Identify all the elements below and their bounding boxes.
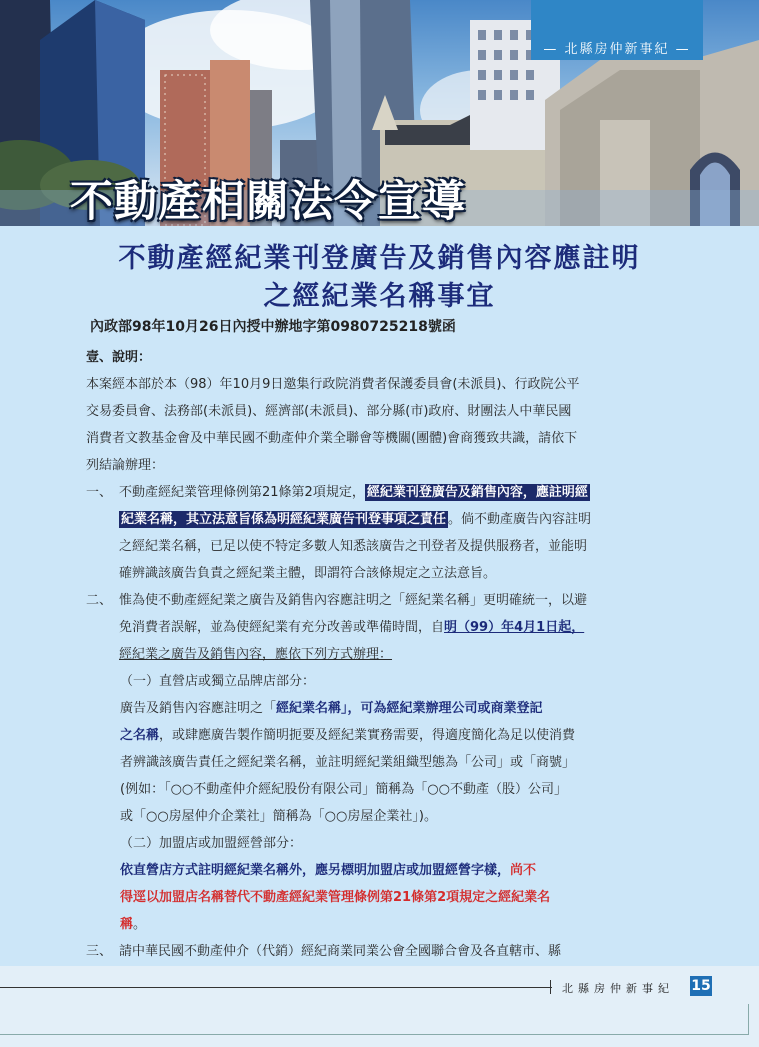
subsection-two-label: （二）加盟店或加盟經營部分： [120,836,303,851]
article-title [0,240,759,316]
sub1-bold-2: 之名稱 [120,728,160,743]
item-one-text: 不動產經紀業管理條例第21條第2項規定， [119,485,365,500]
item-one-highlight-1: 經紀業刊登廣告及銷售內容，應註明經 [366,485,588,500]
sub1-text-2: ，或肆應廣告製作簡明扼要及經紀業實務需要，得適度簡化為足以使消費 [159,728,576,743]
item-two-line-3: 經紀業之廣告及銷售內容，應依下列方式辦理： [119,647,393,662]
article-body [86,344,666,992]
item-two-line-1: 惟為使不動產經紀業之廣告及銷售內容應註明之「經紀業名稱」更明確統一，以避 [119,593,588,608]
intro-line-3: 消費者文教基金會及中華民國不動產仲介業全聯會等機關(團體)會商獲致共識，請依下 [86,431,578,446]
item-one-text-2: 。倘不動產廣告內容註明 [448,512,592,527]
item-three-line-1: 請中華民國不動產仲介（代銷）經紀商業同業公會全國聯合會及各直轄市、縣 [119,944,562,959]
item-one-marker: 一、 [86,485,113,500]
decree-reference: 內政部98年10月26日內授中辦地字第0980725218號函 [90,319,456,335]
sub2-red-text-2: 得逕以加盟店名稱替代不動產經紀業管理條例第21條第2項規定之經紀業名 [120,890,551,905]
item-one-highlight-2: 紀業名稱，其立法意旨係為明經紀業廣告刊登事項之責任 [121,512,447,527]
sub1-line-4: (例如：「○○不動產仲介經紀股份有限公司」簡稱為「○○不動產（股）公司」 [120,782,567,797]
item-two-text-2: 免消費者誤解，並為使經紀業有充分改善或準備時間，自 [119,620,445,635]
item-two-date: 明（99）年4月1日起， [444,620,585,635]
header-banner [0,0,759,226]
sub1-bold-1: 經紀業名稱」，可為經紀業辦理公司或商業登記 [276,701,543,716]
section-head: 壹、說明： [86,350,152,365]
magazine-tab-label: — 北縣房仲新事紀 — [543,42,691,57]
footer-rule [0,987,552,988]
subsection-one [86,695,666,830]
article-title-line-1: 不動產經紀業刊登廣告及銷售內容應註明 [118,243,641,274]
footer-magazine-name: 北縣房仲新事紀 [562,982,674,995]
intro-line-1: 本案經本部於本（98）年10月9日邀集行政院消費者保護委員會(未派員)、行政院公平 [86,377,580,392]
sub1-text-1: 廣告及銷售內容應註明之「 [120,701,277,716]
item-one-line-4: 確辨識該廣告負責之經紀業主體，即謂符合該條規定之立法意旨。 [119,566,497,581]
item-two [86,587,666,668]
sub1-line-3: 者辨識該廣告責任之經紀業名稱，並註明經紀業組織型態為「公司」或「商號」 [120,755,576,770]
page-number: 15 [691,978,711,994]
page-footer [0,966,759,1047]
magazine-tab [531,0,703,60]
intro-line-4: 列結論辦理： [86,458,165,473]
sub2-red-text-1: 尚不 [510,863,537,878]
sub2-red-text-3: 稱 [120,917,134,932]
footer-frame [0,1004,749,1035]
item-one-line-3: 之經紀業名稱，已足以使不特定多數人知悉該廣告之刊登者及提供服務者，並能明 [119,539,588,554]
section-heading: 不動產相關法令宣導 [70,177,466,226]
article-title-line-2: 之經紀業名稱事宜 [263,281,496,312]
subsection-one-label: （一）直營店或獨立品牌店部分： [120,674,316,689]
subsection-two [86,857,666,938]
item-one [86,479,666,587]
item-two-marker: 二、 [86,593,113,608]
item-three-marker: 三、 [86,944,113,959]
footer-rule-end [550,980,551,994]
sub1-line-5: 或「○○房屋仲介企業社」簡稱為「○○房屋企業社」)。 [120,809,437,824]
intro-line-2: 交易委員會、法務部(未派員)、經濟部(未派員)、部分縣(市)政府、財團法人中華民國 [86,404,572,419]
sub2-text-3: 。 [133,917,147,932]
sub2-blue-text: 依直營店方式註明經紀業名稱外，應另標明加盟店或加盟經營字樣， [120,863,511,878]
